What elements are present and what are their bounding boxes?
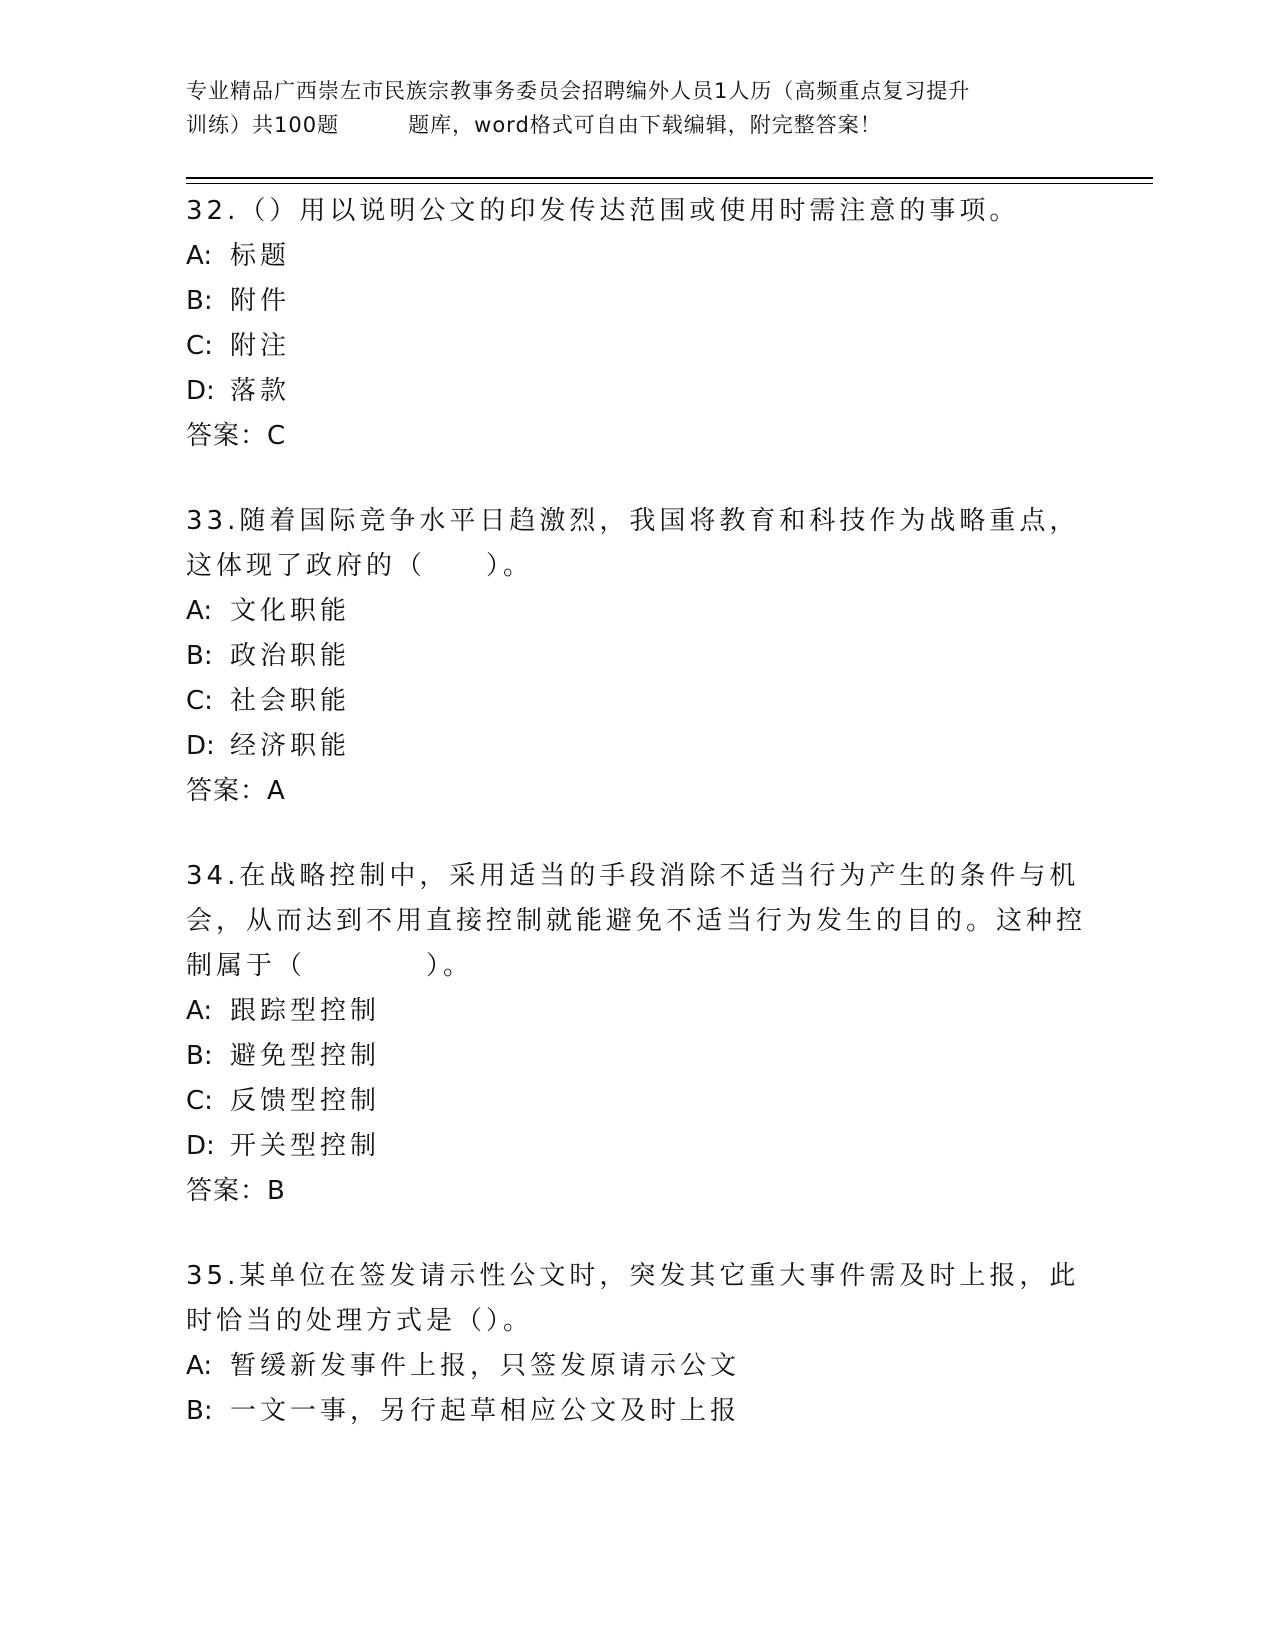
option-text: 附件 (230, 286, 291, 316)
option-text: 避免型控制 (230, 1041, 381, 1071)
option-letter: C: (186, 1086, 213, 1116)
option-text: 经济职能 (230, 731, 351, 761)
header-divider-thin (186, 183, 1153, 184)
option-text: 反馈型控制 (230, 1086, 381, 1116)
answer-label: 答案： (186, 1176, 268, 1206)
option-d (186, 1124, 1086, 1169)
question-35 (186, 1254, 1086, 1434)
option-letter: A: (186, 996, 213, 1026)
question-text: 34.在战略控制中，采用适当的手段消除不适当行为产生的条件与机会，从而达到不用直接控制就能避免不适当行为发生的目的。这种控制属于（ ）。 (186, 861, 1087, 981)
header-title-line-2: 训练）共100题 题库，word格式可自由下载编辑，附完整答案！ (186, 113, 882, 137)
option-text: 跟踪型控制 (230, 996, 381, 1026)
option-d (186, 369, 1086, 414)
option-text: 附注 (230, 331, 291, 361)
option-letter: B: (186, 286, 213, 316)
header-divider-thick (186, 177, 1153, 179)
option-b (186, 1389, 1086, 1434)
question-33 (186, 499, 1086, 814)
option-letter: D: (186, 376, 215, 406)
option-letter: D: (186, 731, 215, 761)
option-b (186, 279, 1086, 324)
question-32 (186, 189, 1086, 459)
option-letter: A: (186, 1351, 213, 1381)
option-letter: B: (186, 1041, 213, 1071)
question-text: 35.某单位在签发请示性公文时，突发其它重大事件需及时上报，此时恰当的处理方式是（）。 (186, 1261, 1080, 1336)
option-text: 一文一事，另行起草相应公文及时上报 (230, 1396, 741, 1426)
option-letter: D: (186, 1131, 215, 1161)
option-c (186, 1079, 1086, 1124)
question-34 (186, 854, 1086, 1214)
answer-label: 答案： (186, 421, 268, 451)
answer-value: B (267, 1176, 285, 1206)
option-c (186, 679, 1086, 724)
option-text: 社会职能 (230, 686, 351, 716)
option-c (186, 324, 1086, 369)
option-text: 开关型控制 (230, 1131, 381, 1161)
option-b (186, 1034, 1086, 1079)
answer-value: A (267, 776, 285, 806)
option-text: 文化职能 (230, 596, 351, 626)
option-letter: B: (186, 641, 213, 671)
option-text: 落款 (230, 376, 291, 406)
option-letter: A: (186, 596, 213, 626)
option-d (186, 724, 1086, 769)
option-letter: B: (186, 1396, 213, 1426)
answer-line (186, 1169, 1086, 1214)
option-letter: A: (186, 241, 213, 271)
option-a (186, 589, 1086, 634)
option-text: 政治职能 (230, 641, 351, 671)
option-a (186, 989, 1086, 1034)
option-b (186, 634, 1086, 679)
option-a (186, 1344, 1086, 1389)
answer-line (186, 414, 1086, 459)
question-list (186, 189, 1086, 1474)
answer-line (186, 769, 1086, 814)
option-a (186, 234, 1086, 279)
answer-label: 答案： (186, 776, 268, 806)
option-text: 标题 (230, 241, 291, 271)
option-letter: C: (186, 686, 213, 716)
answer-value: C (267, 421, 286, 451)
option-text: 暂缓新发事件上报，只签发原请示公文 (230, 1351, 741, 1381)
question-text: 33.随着国际竞争水平日趋激烈，我国将教育和科技作为战略重点，这体现了政府的（ ）。 (186, 506, 1080, 581)
question-text: 32.（）用以说明公文的印发传达范围或使用时需注意的事项。 (186, 196, 1020, 226)
document-header (186, 74, 1086, 142)
header-title-line-1: 专业精品广西崇左市民族宗教事务委员会招聘编外人员1人历（高频重点复习提升 (186, 79, 971, 103)
option-letter: C: (186, 331, 213, 361)
